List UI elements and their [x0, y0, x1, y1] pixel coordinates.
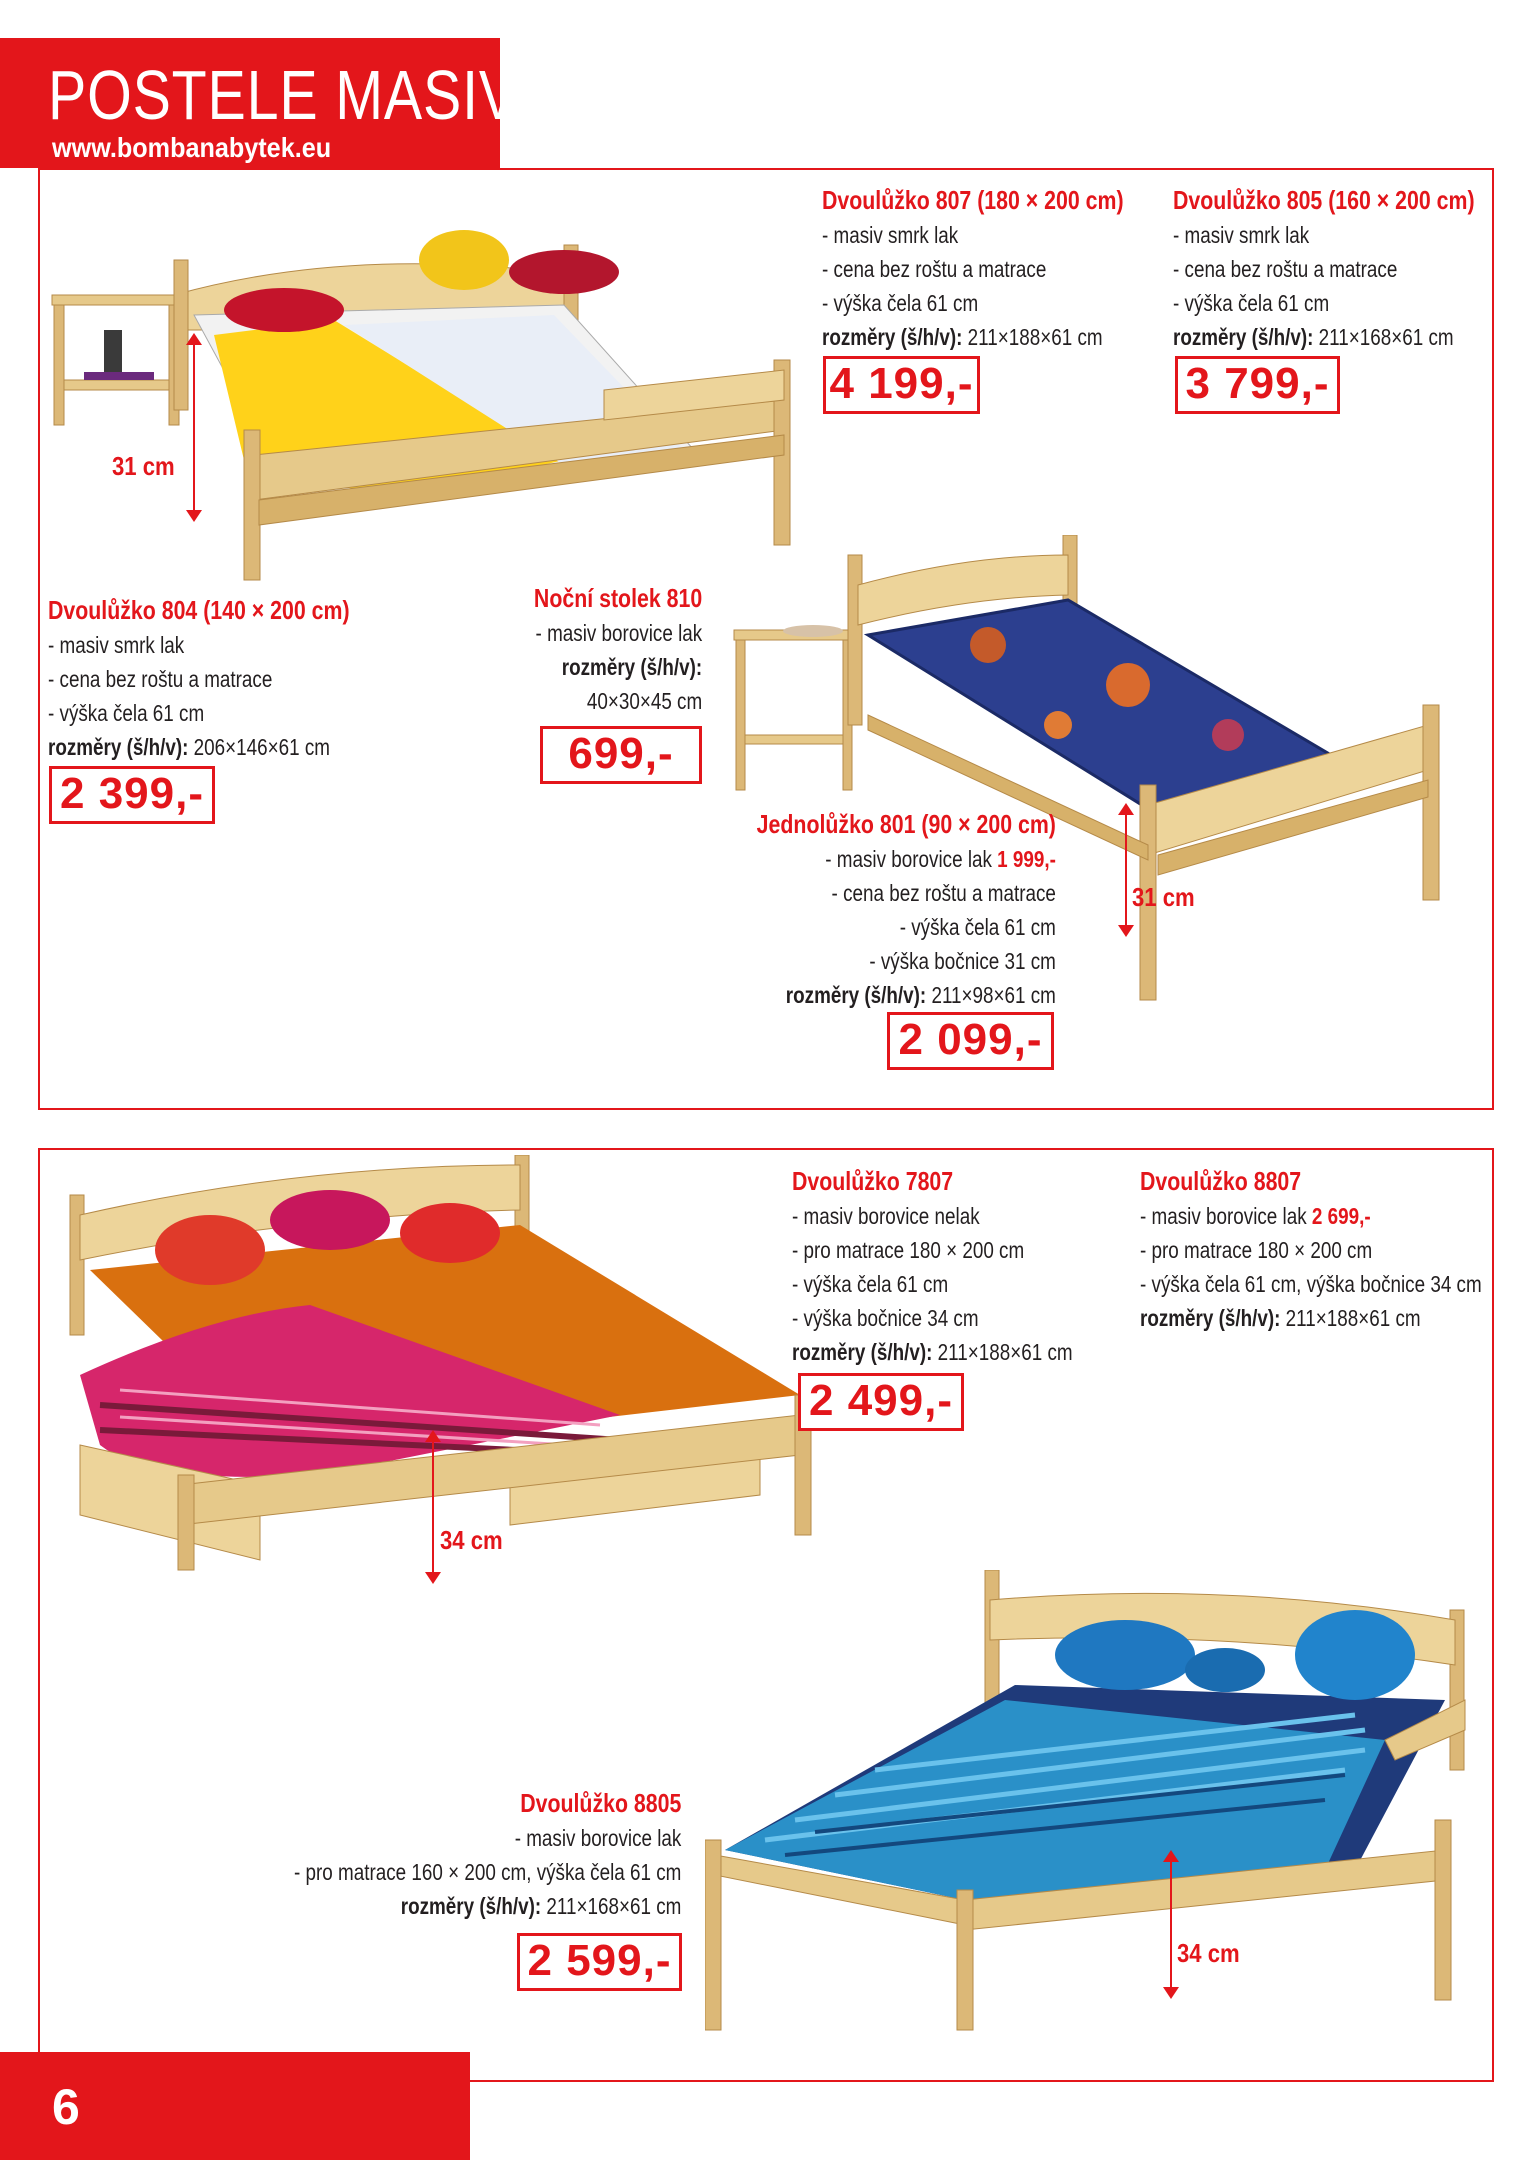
- product-spec: - masiv borovice lak: [514, 1825, 681, 1851]
- dimensions-value: 211×168×61 cm: [1313, 324, 1454, 350]
- bed-807-photo: [44, 200, 814, 585]
- product-spec: - výška čela 61 cm: [48, 700, 205, 726]
- product-810: [497, 580, 702, 718]
- dimensions-value: 211×188×61 cm: [1280, 1305, 1421, 1331]
- dimensions-value: 211×168×61 cm: [540, 1893, 681, 1919]
- height-label-801: 31 cm: [1132, 882, 1195, 912]
- product-title: Dvoulůžko 807 (180 × 200 cm): [822, 185, 1124, 215]
- product-title: Dvoulůžko 805 (160 × 200 cm): [1173, 185, 1475, 215]
- product-spec: - pro matrace 180 × 200 cm: [792, 1237, 1025, 1263]
- dimensions-label: rozměry (š/h/v):: [1173, 324, 1314, 350]
- height-arrow-7807: [432, 1432, 434, 1582]
- dimensions-label: rozměry (š/h/v):: [561, 654, 702, 680]
- product-title: Dvoulůžko 8805: [519, 1788, 681, 1818]
- product-spec: - masiv smrk lak: [1173, 222, 1310, 248]
- product-title: Noční stolek 810: [533, 583, 702, 613]
- product-spec: - výška bočnice 31 cm: [869, 948, 1056, 974]
- height-arrow-801: [1125, 805, 1127, 935]
- page-number: 6: [52, 2079, 80, 2135]
- page-title: POSTELE MASIV: [48, 56, 519, 134]
- product-title: Jednolůžko 801 (90 × 200 cm): [756, 809, 1056, 839]
- dimensions-label: rozměry (š/h/v):: [822, 324, 963, 350]
- website-link[interactable]: www.bombanabytek.eu: [52, 132, 332, 163]
- alt-price: 2 699,-: [1311, 1203, 1371, 1229]
- dimensions-label: rozměry (š/h/v):: [792, 1339, 933, 1365]
- product-spec: - masiv borovice nelak: [792, 1203, 980, 1229]
- price-tag-801: 2 099,-: [887, 1012, 1054, 1070]
- product-spec: - výška čela 61 cm: [1173, 290, 1330, 316]
- dimensions-value: 206×146×61 cm: [188, 734, 331, 760]
- height-label-8805: 34 cm: [1177, 1938, 1240, 1968]
- height-arrow-8805: [1170, 1852, 1172, 1997]
- product-spec: - cena bez roštu a matrace: [822, 256, 1047, 282]
- product-title: Dvoulůžko 8807: [1140, 1166, 1302, 1196]
- product-801: [691, 806, 1056, 1012]
- dimensions-label: rozměry (š/h/v):: [1140, 1305, 1281, 1331]
- product-spec: - cena bez roštu a matrace: [831, 880, 1056, 906]
- page-number-badge: [0, 2052, 470, 2160]
- dimensions-value: 211×188×61 cm: [932, 1339, 1073, 1365]
- dimensions-label: rozměry (š/h/v):: [400, 1893, 541, 1919]
- bed-8805-photo: [705, 1570, 1485, 2035]
- product-807: [822, 182, 1190, 354]
- bed-7807-photo: [60, 1155, 815, 1575]
- product-8805: [209, 1785, 681, 1923]
- product-spec: - masiv smrk lak: [48, 632, 185, 658]
- product-title: Dvoulůžko 804 (140 × 200 cm): [48, 595, 350, 625]
- product-spec: - výška čela 61 cm: [822, 290, 979, 316]
- dimensions-value: 211×98×61 cm: [926, 982, 1056, 1008]
- product-spec: - výška bočnice 34 cm: [792, 1305, 979, 1331]
- height-arrow-807: [193, 335, 195, 520]
- dimensions-label: rozměry (š/h/v):: [48, 734, 189, 760]
- page-header: [0, 38, 519, 168]
- dimensions-value: 211×188×61 cm: [962, 324, 1103, 350]
- product-spec: - masiv borovice lak: [535, 620, 702, 646]
- dimensions-label: rozměry (š/h/v):: [785, 982, 927, 1008]
- product-spec: - výška čela 61 cm: [899, 914, 1056, 940]
- product-805: [1173, 182, 1529, 354]
- product-8807: [1140, 1163, 1529, 1335]
- price-tag-804: 2 399,-: [49, 766, 215, 824]
- dimensions-value: 40×30×45 cm: [586, 688, 702, 714]
- height-label-7807: 34 cm: [440, 1525, 503, 1555]
- price-tag-807: 4 199,-: [823, 356, 980, 414]
- price-tag-8805: 2 599,-: [517, 1933, 682, 1991]
- product-7807: [792, 1163, 1134, 1369]
- height-label-807: 31 cm: [112, 451, 175, 481]
- product-spec: - cena bez roštu a matrace: [1173, 256, 1398, 282]
- product-spec: - masiv smrk lak: [822, 222, 959, 248]
- price-tag-805: 3 799,-: [1175, 356, 1340, 414]
- price-tag-7807: 2 499,-: [798, 1373, 964, 1431]
- product-spec: - pro matrace 180 × 200 cm: [1140, 1237, 1373, 1263]
- product-spec: - cena bez roštu a matrace: [48, 666, 273, 692]
- product-spec: - masiv borovice lak: [825, 846, 998, 872]
- product-spec: - výška čela 61 cm, výška bočnice 34 cm: [1140, 1271, 1482, 1297]
- product-804: [48, 592, 416, 764]
- price-tag-810: 699,-: [540, 726, 702, 784]
- product-title: Dvoulůžko 7807: [792, 1166, 954, 1196]
- product-spec: - pro matrace 160 × 200 cm, výška čela 61 cm: [293, 1859, 681, 1885]
- alt-price: 1 999,-: [997, 846, 1056, 872]
- product-spec: - výška čela 61 cm: [792, 1271, 949, 1297]
- product-spec: - masiv borovice lak: [1140, 1203, 1312, 1229]
